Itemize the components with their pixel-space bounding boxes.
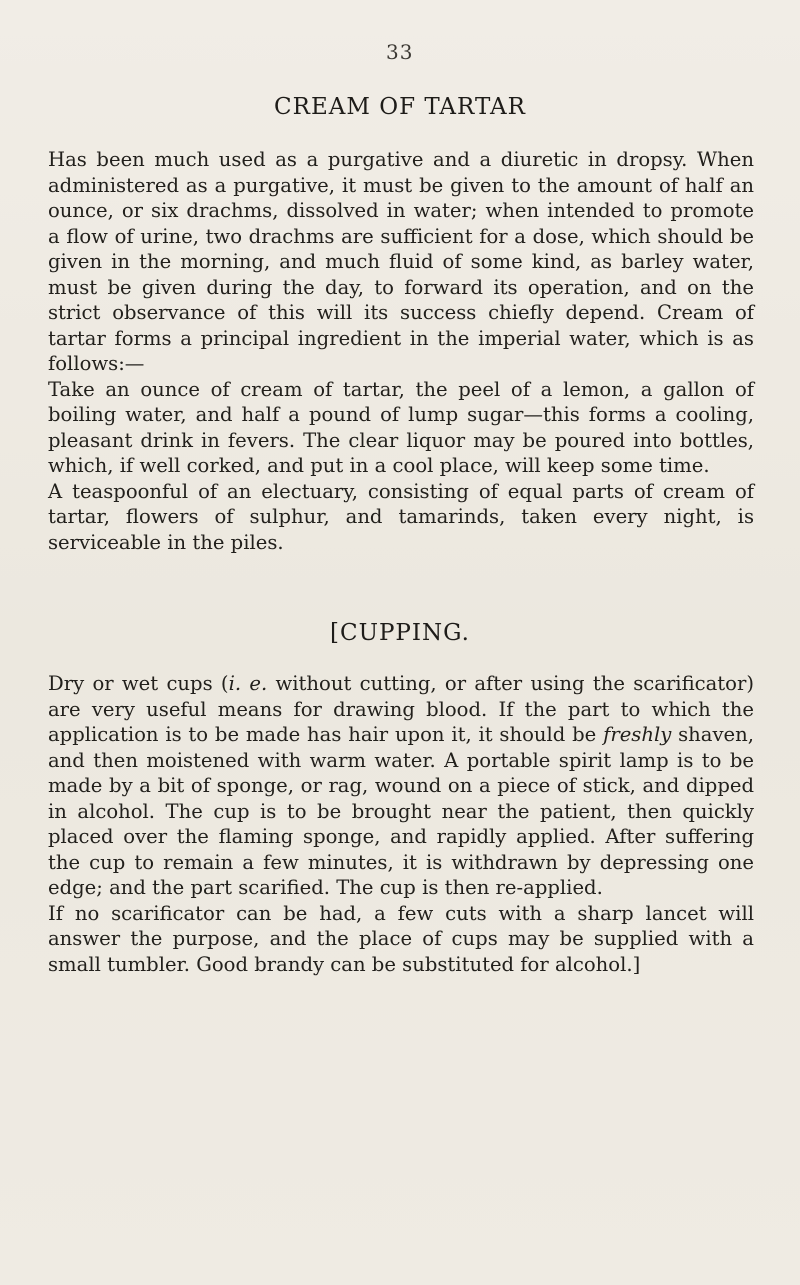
- text-run: without cutting, or after using the scarificator) are very useful means for drawing blood. If the part to which the application is to be made has hair upon it, it should be: [48, 672, 754, 746]
- italic-abbreviation: i. e.: [228, 672, 268, 695]
- paragraph: A teaspoonful of an electuary, consisting of equal parts of cream of tartar, flowers of sulphur, and tamarinds, taken every night, is serviceable in the piles.: [48, 479, 754, 554]
- cream-of-tartar-body: [48, 147, 754, 555]
- text-run: Dry or wet cups (: [48, 672, 229, 695]
- section-title-cupping: [CUPPING.: [330, 620, 470, 646]
- page-number: 33: [386, 40, 414, 64]
- paragraph: Take an ounce of cream of tartar, the peel of a lemon, a gallon of boiling water, and half a pound of lump sugar—this forms a cooling, pleasant drink in fevers. The clear liquor may be poured into bottles, which, if well corked, and put in a cool place, will keep some time.: [48, 377, 754, 477]
- cupping-body: [48, 671, 754, 977]
- section-title-cream-of-tartar: CREAM OF TARTAR: [274, 94, 526, 120]
- text-run: shaven, and then moistened with warm water. A portable spirit lamp is to be made by a bit of sponge, or rag, wound on a piece of stick, and dipped in alcohol. The cup is to be brought near the patient, then quickly placed over the flaming sponge, and rapidly applied. After suffering the cup to remain a few minutes, it is withdrawn by depressing one edge; and the part scarified. The cup is then re-applied.: [48, 723, 754, 899]
- paragraph: [48, 671, 754, 901]
- paragraph: If no scarificator can be had, a few cuts with a sharp lancet will answer the purpose, and the place of cups may be supplied with a small tumbler. Good brandy can be substituted for alcohol.]: [48, 901, 754, 976]
- italic-word: freshly: [603, 723, 672, 746]
- paragraph: Has been much used as a purgative and a diuretic in dropsy. When administered as a purgative, it must be given to the amount of half an ounce, or six drachms, dissolved in water; when intended to promote a flow of urine, two drachms are sufficient for a dose, which should be given in the morning, and much fluid of some kind, as barley water, must be given during the day, to forward its operation, and on the strict observance of this will its success chiefly depend. Cream of tartar forms a principal ingredient in the imperial water, which is as follows:—: [48, 148, 754, 375]
